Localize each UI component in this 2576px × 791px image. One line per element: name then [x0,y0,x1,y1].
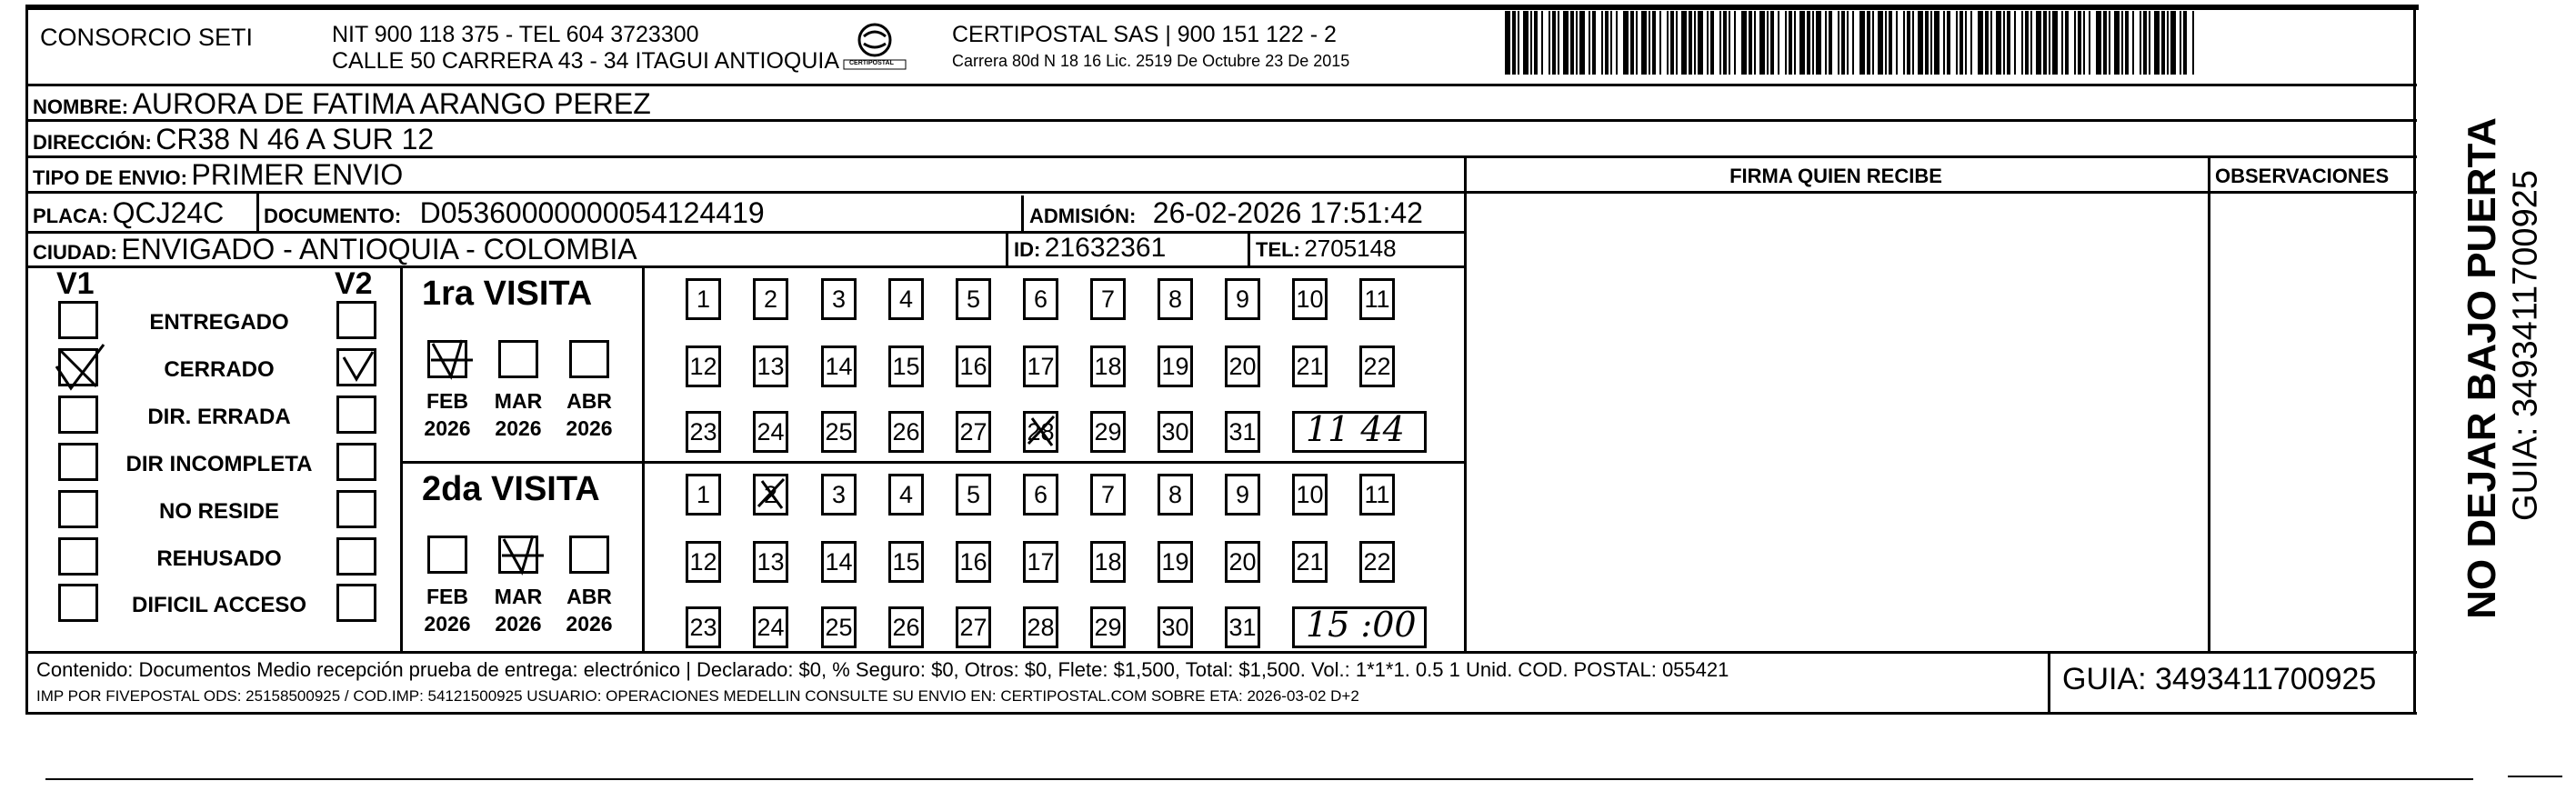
day-box[interactable]: 20 [1225,345,1260,387]
tel-row [1256,235,1397,263]
v2-checkbox[interactable] [336,490,376,528]
day-box[interactable]: 18 [1090,541,1126,583]
v2-checkbox[interactable] [336,301,376,339]
day-box[interactable]: 8 [1158,278,1193,320]
month-year: 2026 [424,612,471,636]
month-label: ABR [566,389,612,413]
rule [25,651,2417,654]
day-box[interactable]: 17 [1023,541,1058,583]
nombre-row [33,87,651,121]
id-value: 21632361 [1044,233,1167,263]
day-box[interactable]: 14 [821,345,857,387]
top-border [25,5,2419,10]
day-box[interactable]: 20 [1225,541,1260,583]
day-box[interactable]: 21 [1292,541,1328,583]
rule [256,191,259,231]
form-right-border [2413,5,2416,714]
day-box[interactable]: 11 [1359,474,1395,516]
v2-check-mark [338,348,378,389]
rule [45,778,2473,780]
footer-contents: Contenido: Documentos Medio recepción prueba de entrega: electrónico | Declarado: $0, % Seguro: $0, Otros: $0, Flete: $1,500, Total: $1,500. Vol.: 1*1*1. 0.5 1 Unid. COD. POSTAL: 055421 [36,658,1729,681]
v1-check-mark [53,343,107,398]
day-box[interactable]: 24 [753,606,788,648]
rule [400,265,403,651]
day-box[interactable]: 14 [821,541,857,583]
status-option-label: DIFICIL ACCESO [131,593,306,617]
day-box[interactable]: 26 [888,411,924,453]
handwritten-time: 11 44 [1306,409,1405,449]
status-option-label: ENTREGADO [149,310,289,335]
day-box[interactable]: 1 [686,278,721,320]
day-box[interactable]: 31 [1225,411,1260,453]
day-box[interactable]: 22 [1359,541,1395,583]
v2-checkbox[interactable] [336,443,376,481]
rule [642,265,645,651]
documento-row [264,196,765,230]
month-label: FEB [426,389,468,413]
day-box[interactable]: 26 [888,606,924,648]
day-box[interactable]: 9 [1225,278,1260,320]
logo-text: CERTIPOSTAL [849,60,894,66]
day-box[interactable]: 23 [686,411,721,453]
day-box[interactable]: 12 [686,541,721,583]
rule [1021,195,1024,231]
day-box[interactable]: 3 [821,278,857,320]
tipo-value: PRIMER ENVIO [191,158,404,191]
month-checkbox[interactable] [569,536,609,574]
day-box[interactable]: 12 [686,345,721,387]
v2-label: V2 [335,266,373,301]
rule [2508,776,2562,777]
day-box[interactable]: 10 [1292,474,1328,516]
day-box[interactable]: 21 [1292,345,1328,387]
v1-label: V1 [56,266,95,301]
no-dejar-bajo-puerta: NO DEJAR BAJO PUERTA [2460,117,2504,619]
day-box[interactable]: 5 [956,278,991,320]
rule [2048,651,2050,712]
id-row [1014,233,1166,264]
rule [25,84,2417,86]
rule [1006,231,1008,265]
documento-label: DOCUMENTO: [264,205,402,227]
ciudad-value: ENVIGADO - ANTIOQUIA - COLOMBIA [121,233,637,265]
guia-box: GUIA: 3493411700925 [2062,662,2377,696]
month-label: FEB [426,585,468,608]
certipostal-logo-icon [837,18,913,76]
day-box[interactable]: 22 [1359,345,1395,387]
documento-value: D05360000000054124419 [419,196,765,229]
barcode [1505,11,2196,75]
certipostal-logo [837,18,913,76]
visit-title: 2da VISITA [422,470,600,508]
admision-value: 26-02-2026 17:51:42 [1152,196,1423,229]
day-box[interactable]: 30 [1158,606,1193,648]
placa-row [33,196,224,230]
day-box[interactable]: 7 [1090,474,1126,516]
day-box[interactable]: 27 [956,411,991,453]
placa-label: PLACA: [33,205,109,227]
day-box[interactable]: 6 [1023,474,1058,516]
rule [25,712,2417,715]
day-box[interactable]: 27 [956,606,991,648]
month-year: 2026 [495,416,542,440]
day-box[interactable]: 16 [956,345,991,387]
footer-print-info: IMP POR FIVEPOSTAL ODS: 25158500925 / COD.IMP: 54121500925 USUARIO: OPERACIONES MEDELLIN CONSULTE SU ENVIO EN: CERTIPOSTAL.COM SOBRE ETA: 2026-03-02 D+2 [36,687,1359,705]
direccion-row [33,123,434,156]
nombre-label: NOMBRE: [33,95,129,118]
month-checkbox[interactable] [569,340,609,378]
rule [1464,155,1467,651]
status-option-label: DIR INCOMPLETA [125,452,313,476]
day-box[interactable]: 4 [888,474,924,516]
day-box[interactable]: 15 [888,541,924,583]
admision-label: ADMISIÓN: [1029,205,1137,227]
company-address: CALLE 50 CARRERA 43 - 34 ITAGUI ANTIOQUIA [332,48,840,74]
day-box[interactable]: 28 [1023,606,1058,648]
day-box[interactable]: 6 [1023,278,1058,320]
placa-value: QCJ24C [112,196,225,229]
ciudad-row [33,233,637,266]
tipo-label: TIPO DE ENVIO: [33,166,187,189]
v1-checkbox[interactable] [58,443,98,481]
day-box[interactable]: 25 [821,606,857,648]
day-box[interactable]: 17 [1023,345,1058,387]
day-box[interactable]: 15 [888,345,924,387]
day-box[interactable]: 11 [1359,278,1395,320]
v1-checkbox[interactable] [58,490,98,528]
v2-checkbox[interactable] [336,584,376,622]
status-option-label: DIR. ERRADA [147,405,291,429]
day-box[interactable]: 4 [888,278,924,320]
direccion-label: DIRECCIÓN: [33,131,152,154]
day-box[interactable]: 23 [686,606,721,648]
rule [2208,155,2210,651]
month-checkbox[interactable] [498,340,538,378]
month-label: MAR [494,389,543,413]
day-box[interactable]: 19 [1158,345,1193,387]
tel-label: TEL: [1256,238,1300,261]
day-box[interactable]: 3 [821,474,857,516]
status-option-label: CERRADO [164,357,275,382]
month-year: 2026 [566,416,613,440]
day-box[interactable]: 30 [1158,411,1193,453]
status-option-label: NO RESIDE [158,499,280,524]
v2-checkbox[interactable] [336,537,376,576]
month-year: 2026 [566,612,613,636]
day-box[interactable]: 5 [956,474,991,516]
month-label: ABR [566,585,612,608]
nombre-value: AURORA DE FATIMA ARANGO PEREZ [132,87,651,120]
admision-row [1029,196,1423,230]
side-guia: GUIA: 3493411700925 [2506,170,2545,521]
month-label: MAR [494,585,543,608]
v1-checkbox[interactable] [58,301,98,339]
day-box[interactable]: 31 [1225,606,1260,648]
month-checkbox[interactable] [427,536,467,574]
company-nit: NIT 900 118 375 - TEL 604 3723300 [332,22,699,47]
company-name: CONSORCIO SETI [40,24,254,51]
rule [400,461,1466,464]
carrier-line1: CERTIPOSTAL SAS | 900 151 122 - 2 [952,22,1337,47]
day-box[interactable]: 2 [753,474,788,516]
status-option-label: REHUSADO [156,546,282,571]
rule [1248,231,1250,265]
day-box[interactable]: 2 [753,278,788,320]
visit-title: 1ra VISITA [422,275,593,313]
month-year: 2026 [495,612,542,636]
day-check-mark [753,474,793,520]
month-year: 2026 [424,416,471,440]
day-box[interactable]: 29 [1090,606,1126,648]
day-box[interactable]: 10 [1292,278,1328,320]
month-check-mark [496,530,551,584]
day-box[interactable]: 7 [1090,278,1126,320]
day-box[interactable]: 18 [1090,345,1126,387]
day-box[interactable]: 25 [821,411,857,453]
day-box[interactable]: 1 [686,474,721,516]
id-label: ID: [1014,238,1041,261]
day-box[interactable]: 28 [1023,411,1058,453]
form-left-border [25,5,28,714]
day-box[interactable]: 13 [753,345,788,387]
day-box[interactable]: 29 [1090,411,1126,453]
day-box[interactable]: 8 [1158,474,1193,516]
v1-checkbox[interactable] [58,584,98,622]
day-box[interactable]: 9 [1225,474,1260,516]
v2-checkbox[interactable] [336,396,376,434]
day-box[interactable]: 19 [1158,541,1193,583]
day-box[interactable]: 13 [753,541,788,583]
v1-checkbox[interactable] [58,537,98,576]
direccion-value: CR38 N 46 A SUR 12 [155,123,435,155]
firma-header: FIRMA QUIEN RECIBE [1729,165,1942,187]
day-box[interactable]: 24 [753,411,788,453]
v1-checkbox[interactable] [58,396,98,434]
carrier-line2: Carrera 80d N 18 16 Lic. 2519 De Octubre 23 De 2015 [952,52,1350,70]
handwritten-time: 15 :00 [1306,605,1417,645]
tel-value: 2705148 [1304,235,1397,262]
ciudad-label: CIUDAD: [33,241,117,264]
month-check-mark [426,335,480,388]
tipo-row [33,158,403,192]
day-box[interactable]: 16 [956,541,991,583]
observaciones-header: OBSERVACIONES [2215,165,2390,187]
day-check-mark [1023,411,1063,457]
